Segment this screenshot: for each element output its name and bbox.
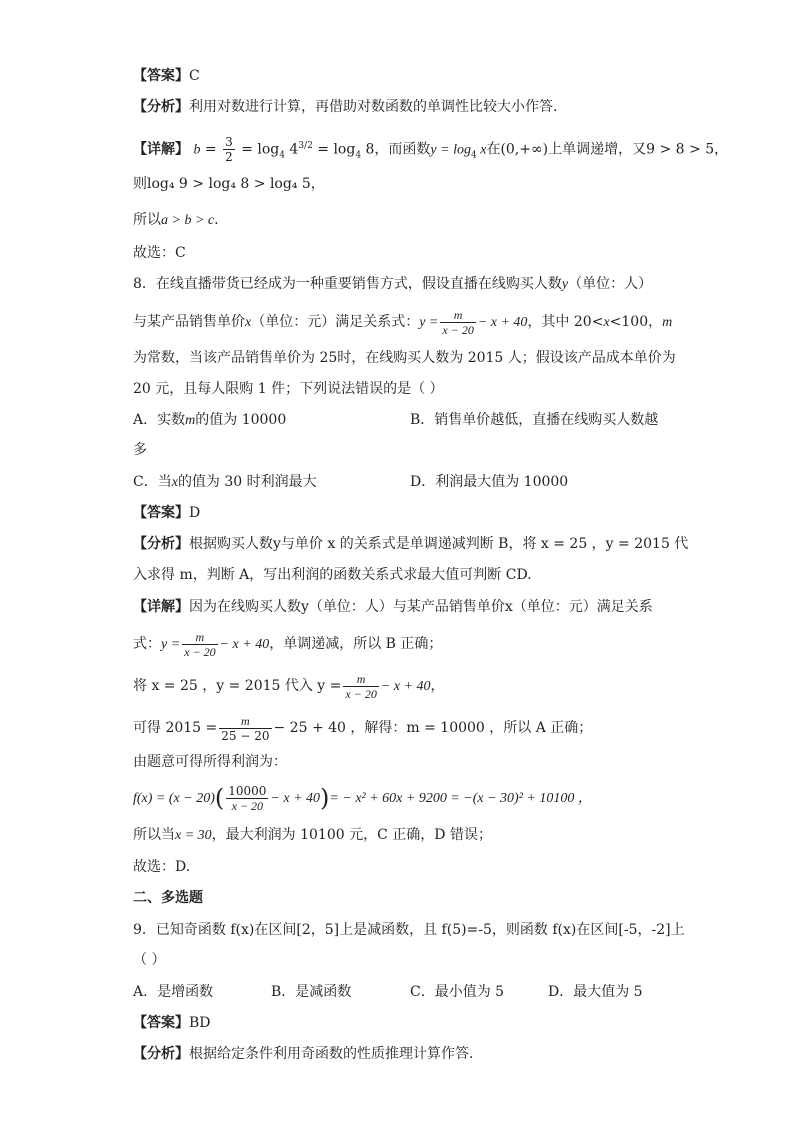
var-b: b [193,142,201,158]
q8-detail-line5: 由题意可得所得利润为： [133,754,287,770]
q9-analysis-line: 【分析】根据给定条件利用奇函数的性质推理计算作答. [133,1046,474,1062]
q7-analysis: 利用对数进行计算，再借助对数函数的单调性比较大小作答. [189,99,558,115]
q9-answer: BD [189,1015,211,1031]
section-title: 二、多选题 [133,890,203,906]
q7-answer-line [133,66,200,86]
q8-profit-formula: f(x) = (x − 20)( $\frac{10000}{x - 20}$ − x + 40)= − x² + 60x + 9200 = −(x − 30)² + 10100 ， [133,783,592,813]
q7-analysis-line [133,97,557,117]
q9-option-a: A．是增函数 [133,984,214,1000]
q7-detail-line1: 【详解】 b = $\frac{3}{2}$ = $\log_4 4^{3/2} = \log_4 8$，而函数$y = \log_4 x$在(0,+∞)上单调递增，又9 > 8 > 5， [133,135,729,165]
q8-conclusion: 故选：D. [133,859,191,875]
q7-detail-line2: 则log₄ 9 > log₄ 8 > log₄ 5， [133,176,325,192]
q8-detail-line2: 式：y = $\frac{m}{x - 20}$ − x + 40，单调递减，所以 B 正确； [133,629,443,659]
q7-conclusion: 故选：C [133,245,186,261]
abc-inequality: a > b > c [161,213,215,228]
q8-stem-line1: 8．在线直播带货已经成为一种重要销售方式，假设直播在线购买人数y（单位：人） [133,276,653,292]
q8-detail-line1: 【详解】因为在线购买人数y（单位：人）与某产品销售单价x（单位：元）满足关系 [133,599,653,615]
answer-label: 【答案】 [133,68,189,84]
q8-option-c: C．当x的值为 30 时利润最大 [133,474,317,490]
q7-answer: C [189,68,200,84]
q8-detail-line4: 可得 2015 = $\frac{m}{25 - 20}$ − 25 + 40 ，解得：m = 10000 ，所以 A 正确； [133,713,593,743]
analysis-label: 【分析】 [133,99,189,115]
q8-option-b-cont: 多 [133,442,147,458]
q8-detail-line7: 所以当x = 30，最大利润为 10100 元，C 正确，D 错误； [133,827,492,843]
q8-option-b: B．销售单价越低，直播在线购买人数越 [410,412,659,428]
q9-stem-line1: 9．已知奇函数 f(x)在区间[2，5]上是减函数，且 f(5)=-5，则函数 f(x)在区间[-5，-2]上 [133,922,685,938]
q8-analysis-line1: 【分析】根据购买人数y与单价 x 的关系式是单调递减判断 B，将 x = 25 ，y = 2015 代 [133,536,689,552]
q8-answer-line: 【答案】D [133,505,201,521]
q8-option-a: A．实数m的值为 10000 [133,412,287,428]
q8-stem-line4: 20 元，且每人限购 1 件；下列说法错误的是（ ） [133,381,444,397]
frac-3-2: $\frac{3}{2}$ [225,135,233,165]
q9-option-b: B．是减函数 [271,984,352,1000]
detail-label: 【详解】 [133,141,189,158]
q9-option-c: C．最小值为 5 [410,984,505,1000]
log-inequality: log₄ 9 > log₄ 8 > log₄ 5 [147,176,311,192]
formula-fraction: $\frac{m}{x - 20}$ [442,307,474,337]
q8-stem-line2: 与某产品销售单价x（单位：元）满足关系式：y = $\frac{m}{x - 20}$ − x + 40，其中 20<x<100，m [133,307,673,337]
q8-detail-line3: 将 x = 25 ，y = 2015 代入 y = $\frac{m}{x - 20}$ − x + 40， [133,671,445,701]
q9-answer-line: 【答案】BD [133,1015,211,1031]
q8-option-d: D．利润最大值为 10000 [410,474,569,490]
q8-answer: D [189,505,201,521]
q9-stem-line2: （ ） [133,952,166,968]
q8-analysis-line2: 入求得 m，判断 A，写出利润的函数关系式求最大值可判断 CD. [133,567,532,583]
q9-option-d: D．最大值为 5 [548,984,643,1000]
log-text: = log [241,141,280,158]
q8-stem-line3: 为常数，当该产品销售单价为 25时，在线购买人数为 2015 人；假设该产品成本单价为 [133,350,676,366]
q7-detail-line3: 所以a > b > c. [133,212,219,228]
